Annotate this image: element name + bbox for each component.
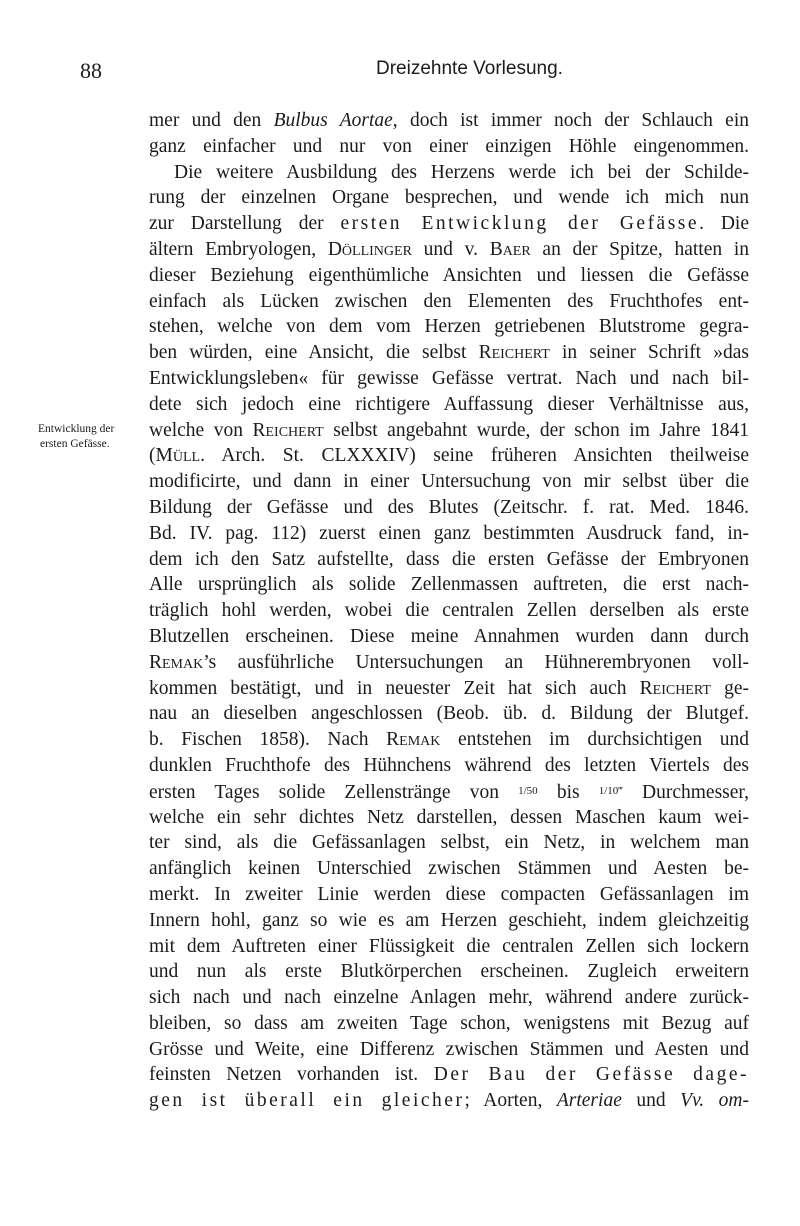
text-line: [149, 830, 749, 856]
text-line: [149, 624, 749, 650]
page-header: [0, 58, 800, 88]
text-segment: Blutzellen erscheinen. Diese meine Annahmen wurden dann durch: [149, 625, 749, 647]
text-segment: nau an dieselben angeschlossen (Beob. üb. d. Bildung der Blutgef.: [149, 703, 749, 725]
text-segment: gen ist überall ein gleicher: [149, 1090, 465, 1112]
text-segment: Alle ursprünglich als solide Zellenmassen auftreten, die erst nach-: [149, 574, 749, 596]
text-segment: Döllinger: [327, 238, 412, 260]
text-segment: Die weitere Ausbildung des Herzens werde ich bei der Schilde-: [174, 161, 749, 183]
text-segment: einfach als Lücken zwischen den Elementen des Fruchthofes ent-: [149, 290, 749, 312]
text-line: [149, 727, 749, 753]
text-segment: ’s ausführliche Untersuchungen an Hühnerembryonen voll-: [203, 651, 749, 673]
text-segment: Remak: [149, 651, 204, 673]
text-segment: mit dem Auftreten einer Flüssigkeit die centralen Zellen sich lockern: [149, 935, 749, 957]
text-segment: Arteriae: [556, 1090, 622, 1112]
text-line: [149, 805, 749, 831]
text-line: [149, 908, 749, 934]
text-line: [149, 495, 749, 521]
text-segment: Reichert: [252, 419, 324, 441]
text-line: [149, 753, 749, 779]
text-segment: dieser Beziehung eigenthümliche Ansichten und liessen die Gefässe: [149, 264, 749, 286]
text-segment: Grösse und Weite, eine Differenz zwischen Stämmen und Aesten und: [149, 1038, 749, 1060]
fraction: 1/50: [518, 784, 538, 797]
text-segment: ter sind, als die Gefässanlagen selbst, ein Netz, in welchem man: [149, 832, 749, 854]
text-line: [149, 418, 749, 444]
text-segment: anfänglich keinen Unterschied zwischen Stämmen und Aesten be-: [149, 858, 749, 880]
text-line: [149, 1037, 749, 1063]
text-line: [149, 314, 749, 340]
text-segment: Durchmesser,: [622, 781, 749, 803]
text-segment: Innern hohl, ganz so wie es am Herzen geschieht, indem gleichzeitig: [149, 909, 749, 931]
text-segment: und nun als erste Blutkörperchen erscheinen. Zugleich erweitern: [149, 961, 749, 983]
text-line: [149, 289, 749, 315]
text-line: [149, 469, 749, 495]
text-segment: . Arch. St. CLXXXIV) seine früheren Ansichten theilweise: [200, 445, 749, 467]
margin-note-line: Entwicklung der: [38, 423, 115, 435]
text-segment: kommen bestätigt, und in neuester Zeit hat sich auch: [149, 677, 640, 699]
text-segment: ersten Entwicklung der Gefässe: [340, 213, 700, 235]
text-segment: modificirte, und dann in einer Untersuchung von mir selbst über die: [149, 471, 749, 493]
text-segment: ältern Embryologen,: [149, 238, 328, 260]
text-line: [149, 934, 749, 960]
text-line: [149, 985, 749, 1011]
text-line: [149, 856, 749, 882]
text-segment: ; Aorten,: [464, 1090, 557, 1112]
text-segment: dunklen Fruchthofe des Hühnchens während des letzten Viertels des: [149, 754, 749, 776]
text-segment: in seiner Schrift »das: [549, 342, 749, 364]
text-segment: entstehen im durchsichtigen und: [440, 729, 749, 751]
text-segment: träglich hohl werden, wobei die centralen Zellen derselben als erste: [149, 600, 749, 622]
text-line: [149, 1088, 749, 1114]
text-segment: Reichert: [478, 342, 550, 364]
text-line: [149, 366, 749, 392]
text-line: [149, 134, 749, 160]
text-segment: Baer: [489, 238, 531, 260]
text-segment: bleiben, so dass am zweiten Tage schon, wenigstens mit Bezug auf: [149, 1012, 749, 1034]
text-line: [149, 1011, 749, 1037]
text-segment: sich nach und nach einzelne Anlagen mehr, während andere zurück-: [149, 987, 749, 1009]
text-line: [149, 676, 749, 702]
text-line: [149, 547, 749, 573]
text-segment: merkt. In zweiter Linie werden diese compacten Gefässanlagen im: [149, 883, 749, 905]
page-number: 88: [80, 58, 102, 83]
text-segment: ge-: [710, 677, 750, 699]
text-segment: mer und den: [149, 110, 274, 131]
text-segment: selbst angebahnt wurde, der schon im Jahre 1841: [323, 419, 750, 441]
text-segment: zur Darstellung der: [149, 213, 341, 235]
text-segment: Reichert: [639, 677, 711, 699]
text-line: [149, 779, 749, 805]
text-line: [149, 701, 749, 727]
text-segment: dete sich jedoch eine richtigere Auffassung dieser Verhältnisse aus,: [149, 393, 749, 415]
text-segment: und v.: [411, 238, 490, 260]
fraction: 1/10‴: [598, 784, 623, 797]
text-segment: rung der einzelnen Organe besprechen, und wende ich mich nun: [149, 187, 749, 209]
text-line: [149, 521, 749, 547]
text-segment: , doch ist immer noch der Schlauch ein: [392, 110, 749, 131]
text-segment: Vv. om-: [680, 1090, 750, 1112]
text-line: [149, 650, 749, 676]
text-segment: stehen, welche von dem vom Herzen getriebenen Blutstrome gegra-: [149, 316, 749, 338]
text-line: [149, 340, 749, 366]
text-segment: und: [621, 1090, 681, 1112]
text-segment: Bulbus Aortae: [273, 110, 393, 131]
text-segment: welche ein sehr dichtes Netz darstellen, dessen Maschen kaum wei-: [149, 806, 749, 828]
text-line: [149, 598, 749, 624]
text-line: [149, 1062, 749, 1088]
text-segment: Der Bau der Gefässe dage-: [433, 1064, 749, 1086]
text-segment: an der Spitze, hatten in: [530, 238, 750, 260]
text-segment: ganz einfacher und nur von einer einzigen Höhle eingenommen.: [149, 135, 749, 157]
text-segment: dem ich den Satz aufstellte, dass die ersten Gefässe der Embryonen: [149, 548, 749, 570]
body-text: [149, 108, 749, 1114]
text-segment: ben würden, eine Ansicht, die selbst: [149, 342, 479, 364]
text-line: [149, 392, 749, 418]
text-line: [149, 160, 749, 186]
text-segment: b. Fischen 1858). Nach: [149, 729, 387, 751]
running-title: Dreizehnte Vorlesung.: [376, 58, 563, 79]
text-line: [149, 185, 749, 211]
text-line: [149, 108, 749, 134]
text-line: [149, 882, 749, 908]
margin-note-line: ersten Gefässe.: [40, 438, 110, 450]
text-segment: Müll: [155, 445, 201, 467]
text-line: [149, 572, 749, 598]
text-segment: Bd. IV. pag. 112) zuerst einen ganz bestimmten Ausdruck fand, in-: [149, 522, 749, 544]
text-segment: ersten Tages solide Zellenstränge von: [149, 781, 519, 803]
text-line: [149, 237, 749, 263]
text-segment: Entwicklungsleben« für gewisse Gefässe vertrat. Nach und nach bil-: [149, 367, 749, 389]
text-segment: . Die: [699, 213, 749, 235]
text-segment: (: [149, 445, 156, 467]
text-line: [149, 263, 749, 289]
text-segment: bis: [537, 781, 599, 803]
text-line: [149, 443, 749, 469]
text-segment: Remak: [386, 729, 441, 751]
text-line: [149, 211, 749, 237]
text-segment: Bildung der Gefässe und des Blutes (Zeitschr. f. rat. Med. 1846.: [149, 496, 749, 518]
text-line: [149, 959, 749, 985]
text-segment: feinsten Netzen vorhanden ist.: [149, 1064, 434, 1086]
text-segment: welche von: [149, 419, 253, 441]
